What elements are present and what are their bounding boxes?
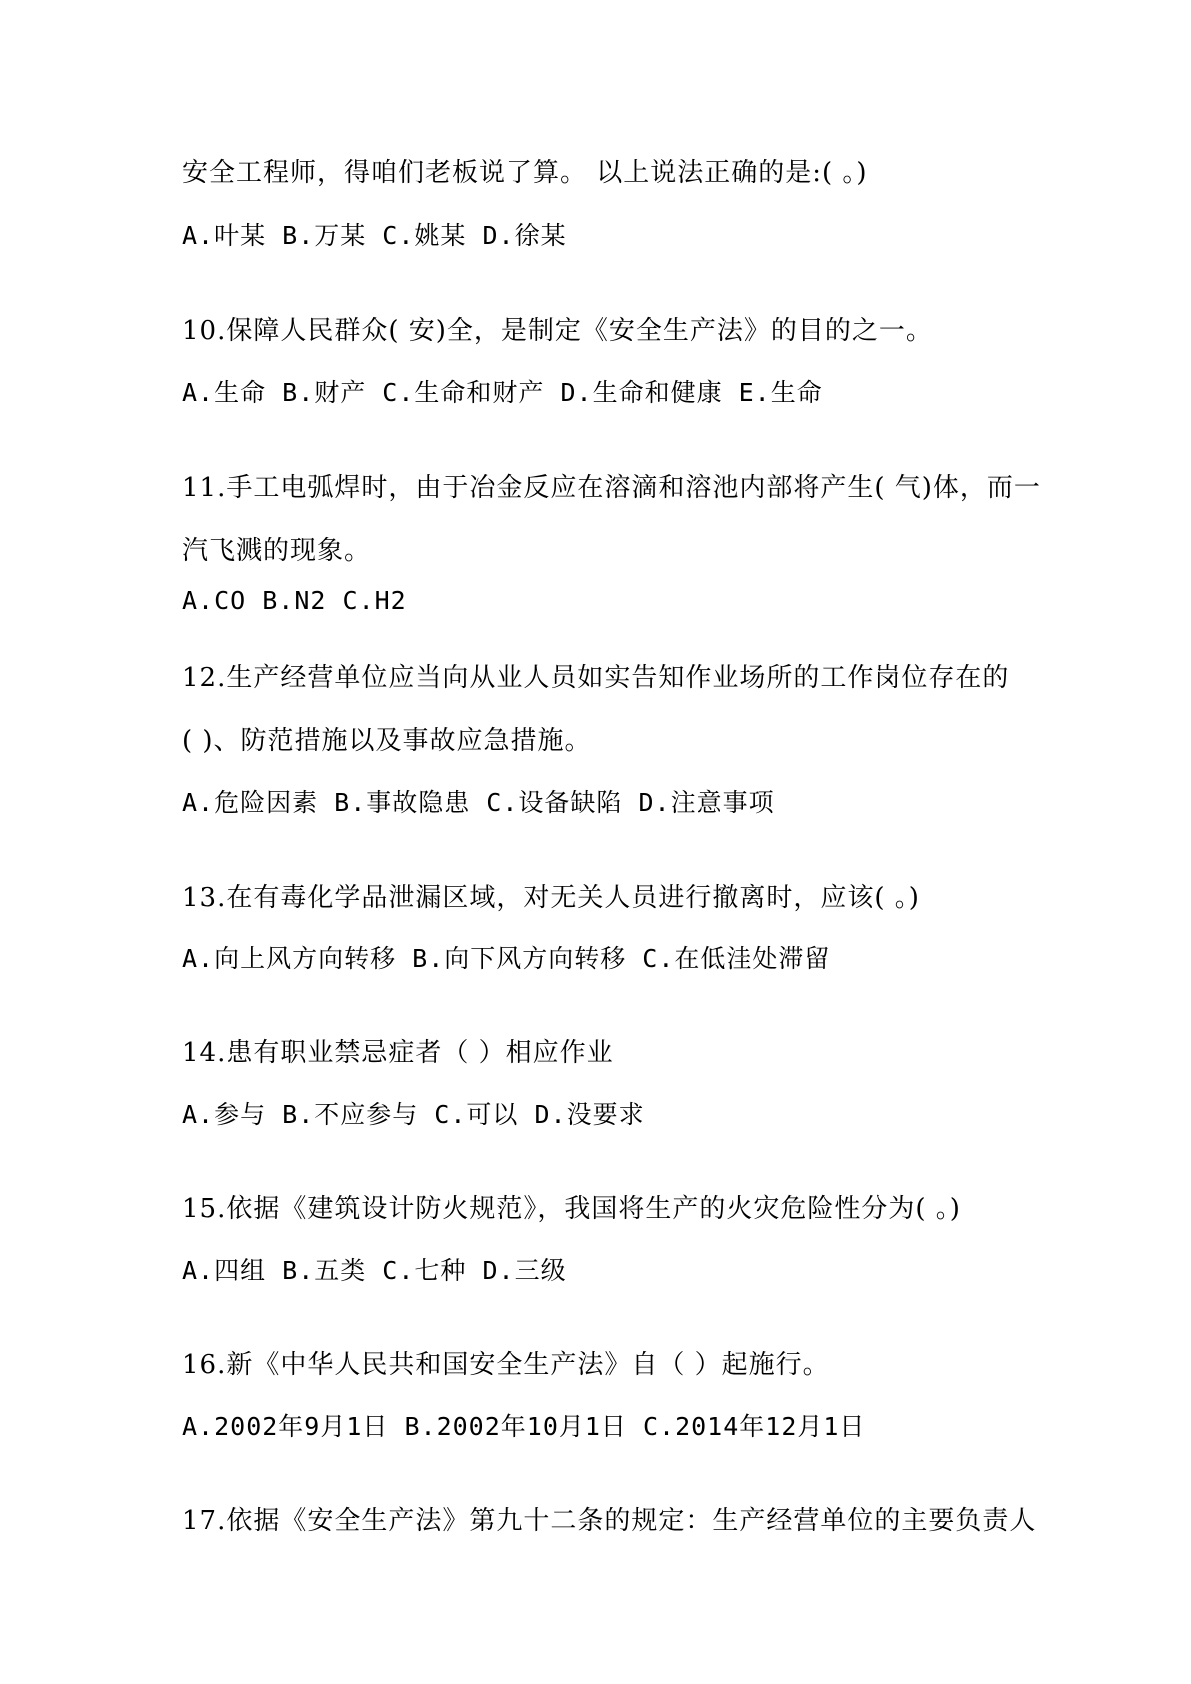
q11-stem-line-2: 汽飞溅的现象。 xyxy=(182,536,372,566)
q16-options: A.2002年9月1日 B.2002年10月1日 C.2014年12月1日 xyxy=(182,1412,866,1441)
q11-stem-line-1: 11.手工电弧焊时，由于冶金反应在溶滴和溶池内部将产生( 气)体，而一 xyxy=(182,473,1041,503)
q15-options: A.四组 B.五类 C.七种 D.三级 xyxy=(182,1256,567,1285)
q12-stem-line-2: ( )、防范措施以及事故应急措施。 xyxy=(182,726,592,756)
q14-options: A.参与 B.不应参与 C.可以 D.没要求 xyxy=(182,1100,645,1129)
q16-stem: 16.新《中华人民共和国安全生产法》自（ ）起施行。 xyxy=(182,1350,830,1380)
q12-stem-line-1: 12.生产经营单位应当向从业人员如实告知作业场所的工作岗位存在的 xyxy=(182,663,1010,693)
q17-stem-line-1: 17.依据《安全生产法》第九十二条的规定：生产经营单位的主要负责人 xyxy=(182,1506,1037,1536)
q14-stem: 14.患有职业禁忌症者（ ）相应作业 xyxy=(182,1038,614,1068)
q13-stem: 13.在有毒化学品泄漏区域，对无关人员进行撤离时，应该( 。) xyxy=(182,883,920,913)
q9-stem-continuation: 安全工程师，得咱们老板说了算。 以上说法正确的是:( 。) xyxy=(182,158,868,188)
q9-options: A.叶某 B.万某 C.姚某 D.徐某 xyxy=(182,221,567,250)
q10-options: A.生命 B.财产 C.生命和财产 D.生命和健康 E.生命 xyxy=(182,378,823,407)
q13-options: A.向上风方向转移 B.向下风方向转移 C.在低洼处滞留 xyxy=(182,944,831,973)
q11-options: A.CO B.N2 C.H2 xyxy=(182,586,407,615)
q12-options: A.危险因素 B.事故隐患 C.设备缺陷 D.注意事项 xyxy=(182,788,775,817)
q10-stem: 10.保障人民群众( 安)全，是制定《安全生产法》的目的之一。 xyxy=(182,316,933,346)
q15-stem: 15.依据《建筑设计防火规范》，我国将生产的火灾危险性分为( 。) xyxy=(182,1194,961,1224)
